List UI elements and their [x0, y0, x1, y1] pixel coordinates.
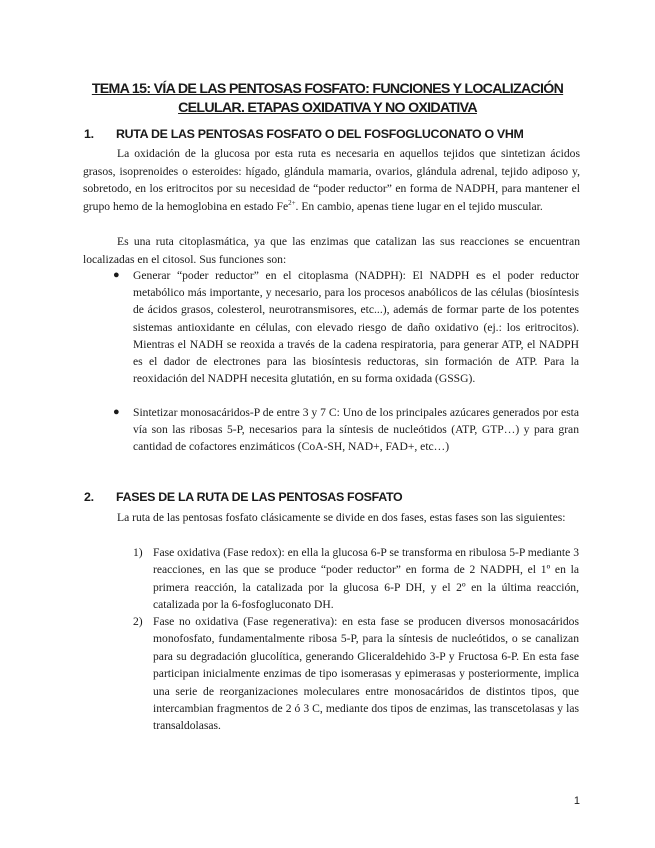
bullet-icon: ● — [113, 269, 120, 281]
section-1-paragraph-1: La oxidación de la glucosa por esta ruta es necesaria en aquellos tejidos que sintetizan ácidos grasos, isoprenoides o esteroides: hígado, glándula mamaria, ovarios, glándula adrenal, tejido adiposo y, sobretodo, en los eritrocitos por su necesidad de “poder reductor” en forma de NADPH, para mantener el grupo hemo de la hemoglobina en estado $Fe^{2+}$. En cambio, apenas tiene lugar en el tejido muscular. — [83, 147, 580, 213]
list-item: ● Sintetizar monosacáridos-P de entre 3 y 7 C: Uno de los principales azúcares generados por esta vía son las ribosas 5-P, necesarios para la síntesis de nucleótidos (ATP, GTP…) y para gran cantidad de cofactores enzimáticos (CoA-SH, NAD+, FAD+, etc…) — [113, 406, 579, 454]
document-title: TEMA 15: VÍA DE LAS PENTOSAS FOSFATO: FUNCIONES Y LOCALIZACIÓN CELULAR. ETAPAS OXIDATIVA Y NO OXIDATIVA — [91, 81, 564, 116]
page-number: 1 — [573, 795, 580, 807]
section-2-heading-text: FASES DE LA RUTA DE LAS PENTOSAS FOSFATO — [116, 490, 403, 504]
section-1-paragraph-2: Es una ruta citoplasmática, ya que las enzimas que catalizan las sus reacciones se encuentran localizadas en el citosol. Sus funciones son: — [83, 235, 580, 266]
list-item: 1) Fase oxidativa (Fase redox): en ella la glucosa 6-P se transforma en ribulosa 5-P mediante 3 reacciones, en las que se produce “poder reductor” en forma de 2 NADPH, el 1º en la primera reacción, la catalizada por la glucosa 6-P DH, y el 2º en la última reacción, catalizada por la 6-fosfogluconato DH. — [133, 546, 579, 612]
section-1-number: 1. — [84, 127, 94, 141]
section-2-number: 2. — [84, 490, 94, 504]
list-number: 2) — [133, 615, 143, 628]
section-2-heading — [84, 489, 402, 505]
section-1-heading-text: RUTA DE LAS PENTOSAS FOSFATO O DEL FOSFOGLUCONATO O VHM — [116, 127, 524, 141]
list-item: 2) Fase no oxidativa (Fase regenerativa): en esta fase se producen diversos monosacáridos monofosfato, fundamentalmente ribosa 5-P, para la síntesis de nucleótidos, o se canalizan para su degradación glucolítica, generando Gliceraldehido 3-P y Fructosa 6-P. En esta fase participan inicialmente enzimas de tipo isomerasas y epimerasas y posteriormente, implica una serie de reorganizaciones moleculares entre monosacáridos de distintos tipos, que intercambian fragmentos de 2 ó 3 C, mediante dos tipos de enzimas, las transcetolasas y las transaldolasas. — [133, 615, 579, 733]
section-2-paragraph-1: La ruta de las pentosas fosfato clásicamente se divide en dos fases, estas fases son las siguientes: — [117, 511, 566, 524]
section-1-heading — [84, 126, 524, 142]
list-number: 1) — [133, 546, 143, 559]
bullet-icon: ● — [113, 406, 120, 418]
list-item: ● Generar “poder reductor” en el citoplasma (NADPH): El NADPH es el poder reductor metabólico más importante, y necesario, para los procesos anabólicos de las células (biosíntesis de ácidos grasos, colesterol, neurotransmisores, etc...), además de formar parte de los potentes sistemas antioxidante en células, con elevado riesgo de daño oxidativo (ej.: los eritrocitos). Mientras el NADH se reoxida a través de la cadena respiratoria, para generar ATP, el NADPH es el dador de electrones para las biosíntesis reductoras, sin formación de ATP. Para la reoxidación del NADPH necesita glutatión, en su forma oxidada (GSSG). — [113, 269, 579, 386]
